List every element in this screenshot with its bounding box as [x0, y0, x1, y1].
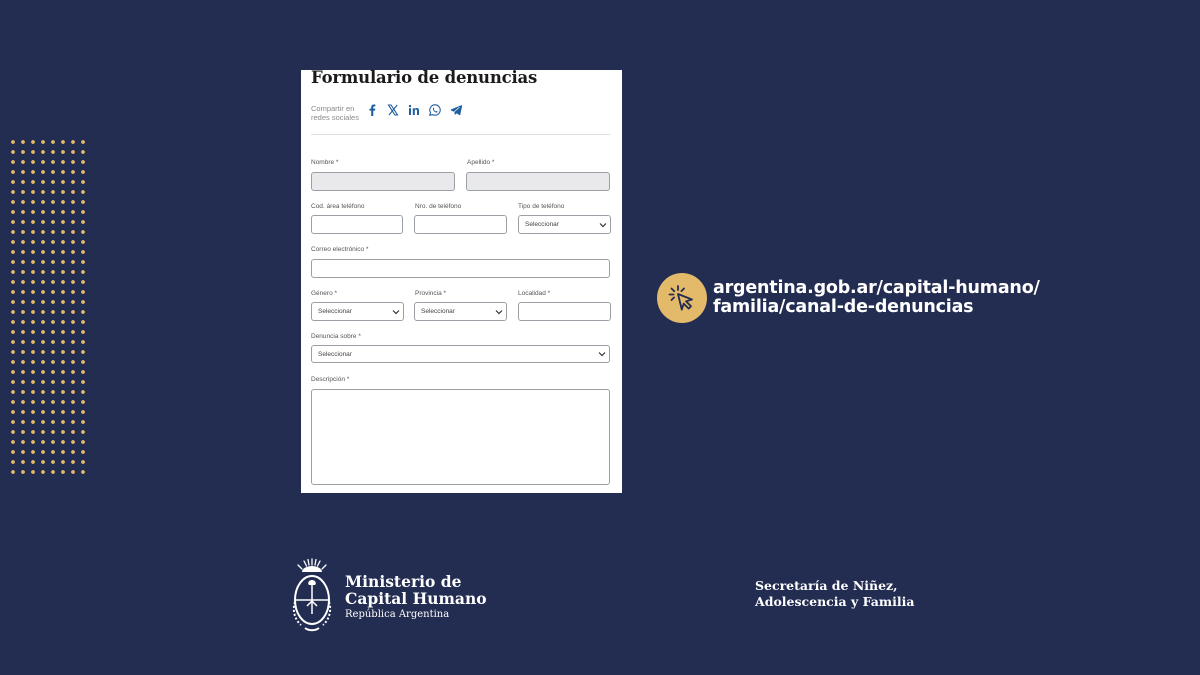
cta-url[interactable] — [713, 279, 1040, 317]
correo-label: Correo electrónico * — [311, 246, 369, 253]
ministry-subtitle: República Argentina — [345, 608, 450, 620]
cod-area-input[interactable] — [311, 215, 403, 234]
linkedin-icon[interactable] — [407, 103, 421, 117]
tipo-telefono-select[interactable] — [518, 215, 611, 234]
complaint-form-screenshot — [301, 70, 622, 493]
provincia-value: Seleccionar — [421, 308, 455, 315]
chevron-down-icon — [599, 222, 607, 228]
denuncia-sobre-value: Seleccionar — [318, 350, 352, 358]
nombre-label: Nombre * — [311, 159, 339, 166]
decorative-dot-grid — [8, 137, 88, 477]
whatsapp-icon[interactable] — [428, 103, 442, 117]
nombre-input[interactable] — [311, 172, 455, 191]
tipo-telefono-label: Tipo de teléfono — [518, 203, 565, 210]
secretaria-logo — [755, 578, 914, 610]
cod-area-label: Cod. área teléfono — [311, 203, 365, 210]
localidad-label: Localidad * — [518, 290, 551, 297]
form-title: Formulario de denuncias — [311, 70, 538, 87]
denuncia-sobre-label: Denuncia sobre * — [311, 333, 361, 340]
correo-input[interactable] — [311, 259, 610, 278]
genero-label: Género * — [311, 290, 338, 297]
nro-telefono-input[interactable] — [414, 215, 507, 234]
genero-value: Seleccionar — [318, 308, 352, 315]
provincia-label: Provincia * — [415, 290, 447, 297]
share-icons — [365, 103, 463, 117]
chevron-down-icon — [495, 309, 503, 315]
secretaria-line1: Secretaría de Niñez, — [755, 578, 898, 593]
denuncia-sobre-select[interactable] — [311, 345, 610, 363]
ministry-name-line1: Ministerio de — [345, 571, 462, 591]
cta-icon-badge — [657, 273, 707, 323]
genero-select[interactable] — [311, 302, 404, 321]
cursor-click-icon — [667, 283, 697, 313]
share-label: Compartir en redes sociales — [311, 104, 359, 122]
tipo-telefono-value: Seleccionar — [525, 221, 559, 228]
localidad-input[interactable] — [518, 302, 611, 321]
descripcion-textarea[interactable] — [311, 389, 610, 485]
nro-telefono-label: Nro. de teléfono — [415, 203, 462, 210]
apellido-label: Apellido * — [467, 159, 495, 166]
ministry-name-line2: Capital Humano — [345, 588, 487, 608]
cta-url-line2: familia/canal-de-denuncias — [713, 297, 974, 317]
facebook-icon[interactable] — [365, 103, 379, 117]
x-icon[interactable] — [386, 103, 400, 117]
descripcion-label: Descripción * — [311, 376, 350, 383]
national-coat-of-arms-icon — [287, 556, 337, 636]
chevron-down-icon — [392, 309, 400, 315]
cta-url-line1: argentina.gob.ar/capital-humano/ — [713, 278, 1040, 298]
denuncias-link[interactable] — [657, 273, 1040, 323]
divider — [311, 134, 610, 135]
provincia-select[interactable] — [414, 302, 507, 321]
telegram-icon[interactable] — [449, 103, 463, 117]
secretaria-line2: Adolescencia y Familia — [755, 594, 915, 609]
ministry-logo — [287, 556, 487, 636]
apellido-input[interactable] — [466, 172, 610, 191]
chevron-down-icon — [598, 351, 606, 357]
